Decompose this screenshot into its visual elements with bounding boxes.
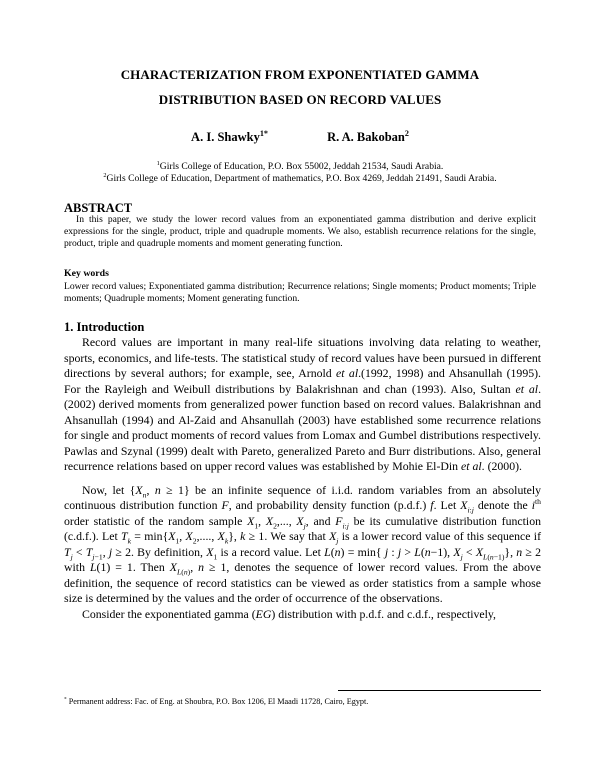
- math-f: f: [430, 498, 434, 512]
- paragraph-3: Consider the exponentiated gamma (EG) distribution with p.d.f. and c.d.f., respectively,: [82, 606, 496, 621]
- paper-title-line-2: DISTRIBUTION BASED ON RECORD VALUES: [158, 92, 442, 107]
- paragraph-1: Record values are important in many real-life situations involving data relating to weather, sports, economics, and life-tests. The statistical study of record values have been pursued in different directions by several authors; for example, see, Arnold et al.(1992, 1998) and Ahsanullah (1995). For the Rayleigh and Weibull distributions by Balakrishnan and chan (1993). Also, Sultan et al. (2002) derived moments from generalized power function based on record values. Balakrishnan and Ahsanullah (1994) and Al-Zaid and Ahsanullah (2003) have established some recurrence relations for single and product moments of record values from Lomax and Gumbel distributions respectively. Pawlas and Szynal (1999) dealt with Pareto, generalized Pareto and Burr distributions. Also, general recurrence relations based on upper record values was established by Mohie El-Din et al. (2000).: [64, 335, 542, 473]
- math-ln: L(n) = min{ j : j > L(n−1), $X_j < X_{L(n-1)}$}, n ≥ 2: [324, 544, 541, 561]
- math-sample: $X_1$, $X_2$,..., $X_j$: [247, 513, 306, 530]
- footnote: * Permanent address: Fac. of Eng. at Shoubra, P.O. Box 1206, El Maadi 11728, Cairo, Egypt.: [64, 696, 369, 706]
- math-l1: L(1) = 1: [89, 560, 133, 574]
- math-x1: $X_1$: [206, 544, 218, 561]
- abstract-heading: ABSTRACT: [64, 201, 133, 215]
- section-heading-introduction: 1. Introduction: [64, 320, 145, 334]
- author-1: A. I. Shawky$^{1*}$: [191, 128, 268, 144]
- intro-body: [64, 335, 541, 622]
- math-ith: $i^{th}$: [531, 497, 541, 512]
- affiliation-2: $^2$Girls College of Education, Department of mathematics, P.O. Box 4269, Jeddah 21491, Saudi Arabia.: [103, 171, 497, 184]
- affiliation-1: $^1$Girls College of Education, P.O. Box 55002, Jeddah 21534, Saudi Arabia.: [156, 159, 444, 172]
- math-F: F: [221, 498, 229, 512]
- paragraph-2: Now, let {$X_n$, n ≥ 1} be an infinite sequence of i.i.d. random variables from an absolutely continuous distribution function F, and probability density function (p.d.f.) f. Let $X_{i:j}$ denote the $i^{th}$ order statistic of the random sample $X_1$, $X_2$,..., $X_j$, and $F_{i:j}$ be its cumulative distribution function (c.d.f.). Let $T_k = \min\{X_1$, $X_2$,...., $X_k$}, k ≥ 1. We say that $X_j$ is a lower record value of this sequence if $T_j < T_{j-1}$, j ≥ 2. By definition, $X_1$ is a record value. Let L(n) = min{ j : j > L(n−1), $X_j < X_{L(n-1)}$}, n ≥ 2 with L(1) = 1. Then $X_{L(n)}$, n ≥ 1, denotes the sequence of lower record values. From the above definition, the sequence of record statistics can be viewed as order statistics from a sample whose size is determined by the values and the order of occurrence of the observations.: [64, 482, 542, 605]
- author-list: [0, 130, 600, 145]
- keywords-text: Lower record values; Exponentiated gamma distribution; Recurrence relations; Single moments; Product moments; Triple moments; Quadruple moments; Moment generating function.: [64, 281, 536, 304]
- math-order-stat: $X_{i:j}$: [460, 498, 474, 515]
- math-tj-condition: $T_j < T_{j-1}$, j ≥ 2: [64, 544, 131, 561]
- paper-title-line-1: CHARACTERIZATION FROM EXPONENTIATED GAMMA: [120, 67, 480, 82]
- footnote-divider: [338, 690, 541, 691]
- math-cdf: $F_{i:j}$: [335, 513, 349, 530]
- author-2: R. A. Bakoban$^2$: [327, 128, 409, 144]
- math-sequence: {$X_n$, n ≥ 1}: [129, 482, 190, 499]
- math-xln: $X_{L(n)}$, n ≥ 1: [169, 560, 227, 577]
- abstract-text: In this paper, we study the lower record values from an exponentiated gamma distribution and derive explicit expressions for the single, product, triple and quadruple moments. We also, establish recurrence relations for the single, product, triple and quadruple moments and moment generating function.: [64, 214, 536, 249]
- math-tk: $T_k = \min\{X_1$, $X_2$,...., $X_k$}, k ≥ 1: [121, 529, 265, 546]
- math-xj: $X_j$: [329, 529, 339, 546]
- keywords-heading: Key words: [64, 268, 109, 279]
